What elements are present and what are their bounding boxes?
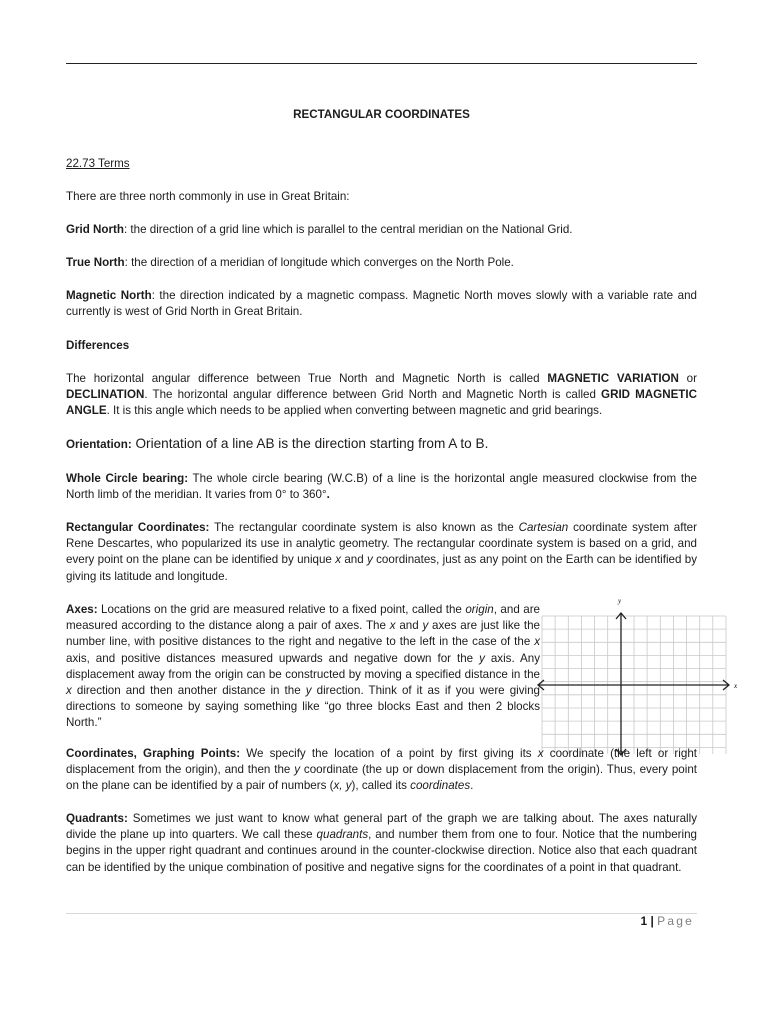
grid-north-paragraph: Grid North: the direction of a grid line which is parallel to the central meridian on the National Grid.: [66, 223, 573, 236]
true-north-term: True North: [66, 256, 125, 269]
differences-heading: Differences: [66, 339, 130, 352]
magnetic-north-paragraph: Magnetic North: the direction indicated by a magnetic compass. Magnetic North moves slowly with a variable rate and currently is west of Grid North in Great Britain.: [66, 289, 697, 319]
orientation-paragraph: Orientation: Orientation of a line AB is the direction starting from A to B.: [66, 436, 489, 451]
orientation-term: Orientation:: [66, 438, 132, 451]
quadrants-paragraph: Quadrants: Sometimes we just want to know what general part of the graph we are talking about. The axes naturally divide the plane up into quarters. We call these quadrants, and number them from one to four. Notice that the numbering begins in the upper right quadrant and continues around in the counter-clockwise direction. Notice also that each quadrant can be identified by the unique combination of positive and negative signs for the coordinates of a point in that quadrant.: [66, 812, 697, 874]
axes-paragraph: Axes: Locations on the grid are measured relative to a fixed point, called the origin, and are measured according to the distance along a pair of axes. The x and y axes are just like the number line, with positive distances to the right and negative to the left in the case of the x axis, and positive distances measured upwards and negative down for the y axis. Any displacement away from the origin can be constructed by moving a specified distance in the x direction and then another distance in the y direction. Think of it as if you were giving directions to someone by saying something like “go three blocks East and then 2 blocks North.”: [66, 603, 541, 730]
wcb-paragraph: Whole Circle bearing: The whole circle bearing (W.C.B) of a line is the horizontal angle measured clockwise from the North limb of the meridian. It varies from 0° to 360°.: [66, 472, 697, 502]
graphing-term: Coordinates, Graphing Points:: [66, 747, 241, 760]
header-rule: [66, 63, 697, 64]
page-number: 1: [640, 914, 648, 928]
wcb-term: Whole Circle bearing:: [66, 472, 189, 485]
footer-separator: |: [647, 914, 658, 928]
y-axis-label: y: [618, 597, 622, 605]
intro-paragraph: There are three north commonly in use in Great Britain:: [66, 190, 350, 203]
grid-north-term: Grid North: [66, 223, 124, 236]
x-axis-label: x: [734, 682, 738, 690]
magnetic-north-term: Magnetic North: [66, 289, 152, 302]
section-number: 22.73 Terms: [66, 157, 130, 170]
rectangular-coordinates-paragraph: Rectangular Coordinates: The rectangular coordinate system is also known as the Cartesian coordinate system after Rene Descartes, who popularized its use in analytic geometry. The rectangular coordinate system is based on a grid, and every point on the plane can be identified by unique x and y coordinates, just as any point on the Earth can be identified by giving its latitude and longitude.: [66, 521, 697, 583]
quadrants-term: Quadrants:: [66, 812, 128, 825]
differences-paragraph: The horizontal angular difference between True North and Magnetic North is called MAGNETIC VARIATION or DECLINATION. The horizontal angular difference between Grid North and Magnetic North is called GRID MAGNETIC ANGLE. It is this angle which needs to be applied when converting between magnetic and grid bearings.: [66, 372, 697, 418]
page-title: RECTANGULAR COORDINATES: [293, 108, 470, 121]
page-footer: [560, 914, 694, 928]
axes-term: Axes:: [66, 603, 98, 616]
true-north-paragraph: True North: the direction of a meridian of longitude which converges on the North Pole.: [66, 256, 514, 269]
page-word: Page: [657, 914, 694, 928]
rect-coords-term: Rectangular Coordinates:: [66, 521, 210, 534]
coordinate-grid-figure: [534, 592, 744, 762]
graphing-points-paragraph: Coordinates, Graphing Points: We specify the location of a point by first giving its x coordinate (the left or right displacement from the origin), and then the y coordinate (the up or down displacement from the origin). Thus, every point on the plane can be identified by a pair of numbers (x, y), called its coordinates.: [66, 747, 697, 793]
